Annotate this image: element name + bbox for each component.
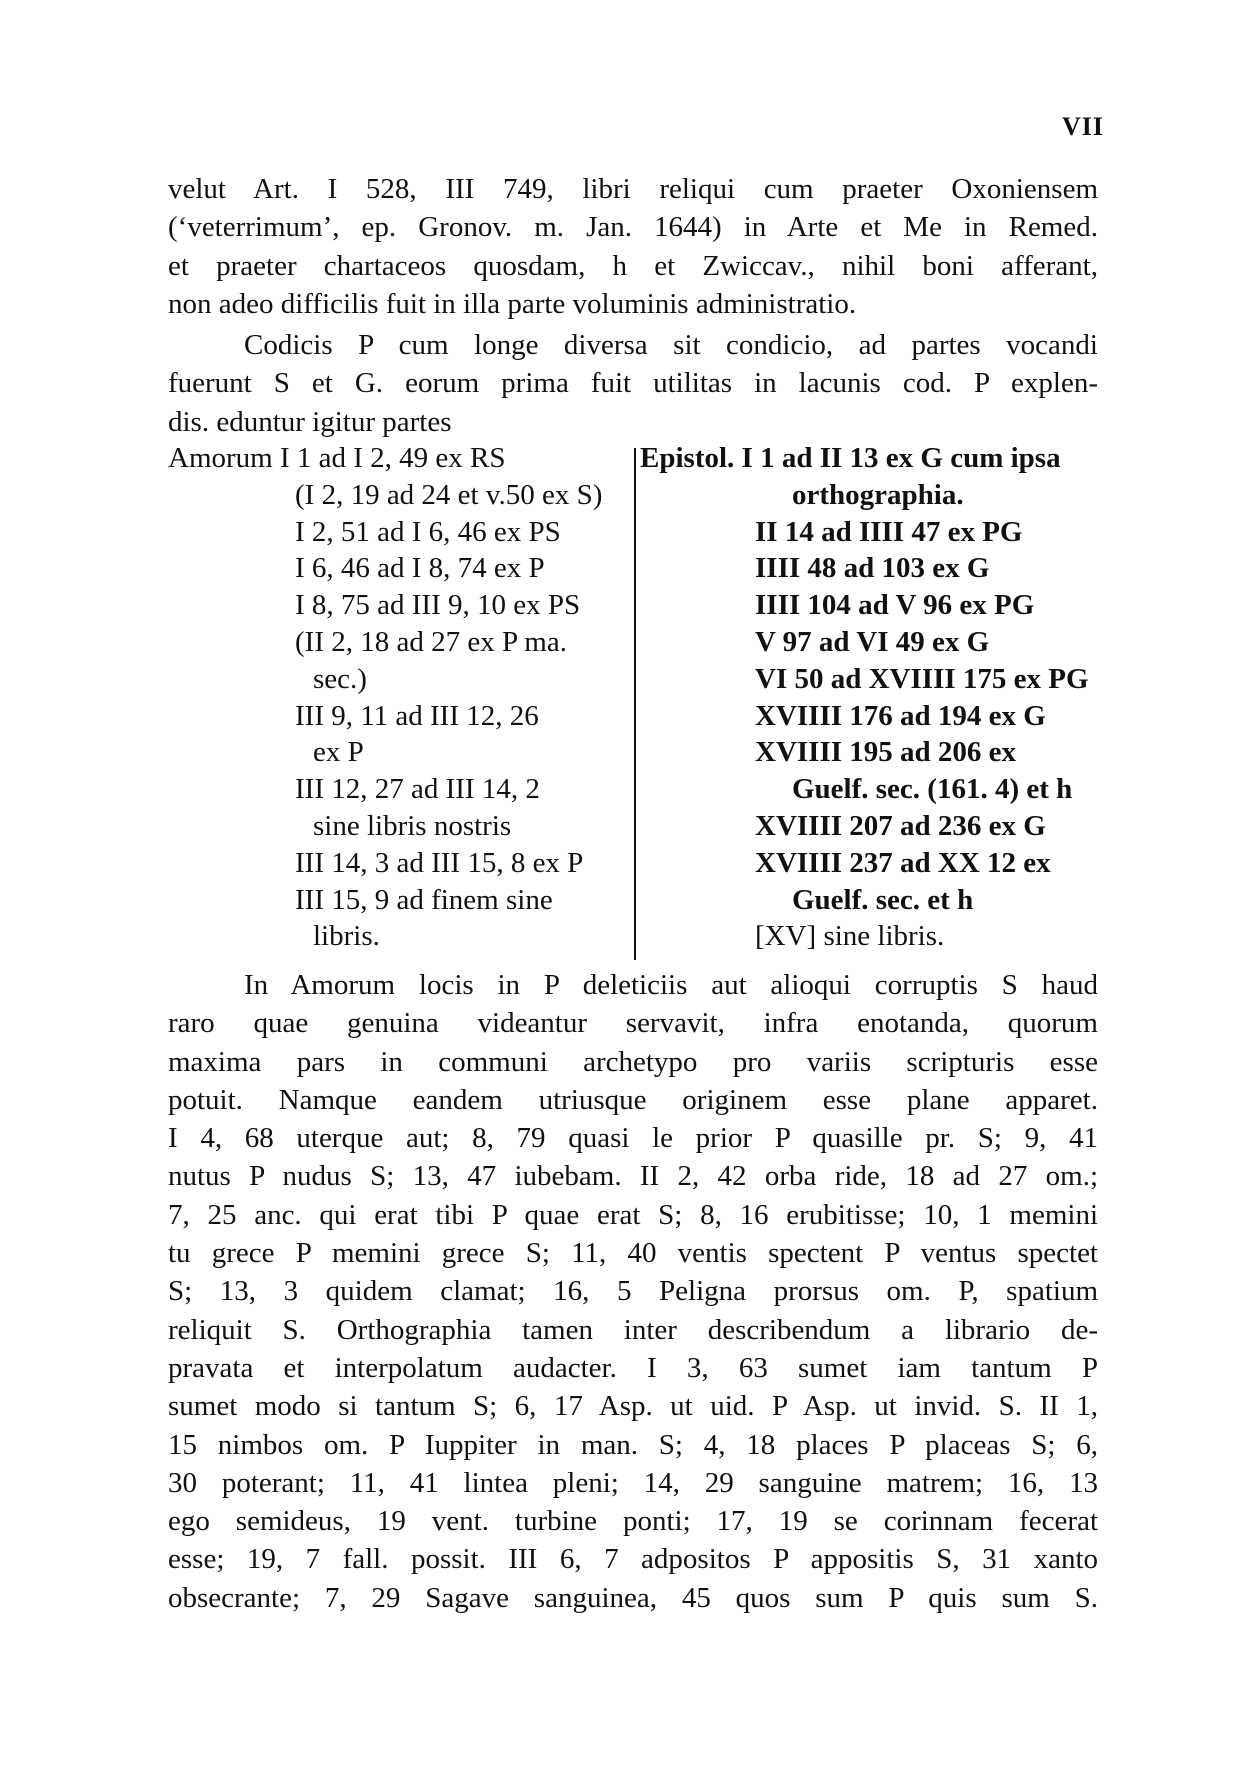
text-line: 7, 25 anc. qui erat tibi P quae erat S; 8, 16 erubitisse; 10, 1 memini xyxy=(168,1198,1098,1231)
amorum-sources-list xyxy=(168,440,628,955)
list-item: XVIIII 207 ad 236 ex G xyxy=(755,809,1046,842)
text-line: maxima pars in communi archetypo pro variis scripturis esse xyxy=(168,1045,1098,1078)
text-line: esse; 19, 7 fall. possit. III 6, 7 adpositos P appositis S, 31 xanto xyxy=(168,1543,1098,1576)
text-line: 15 nimbos om. P Iuppiter in man. S; 4, 18 places P placeas S; 6, xyxy=(168,1428,1098,1461)
column-divider xyxy=(634,448,636,960)
text-line: tu grece P memini grece S; 11, 40 ventis spectent P ventus spectet xyxy=(168,1237,1098,1270)
text-line: 30 poterant; 11, 41 lintea pleni; 14, 29 sanguine matrem; 16, 13 xyxy=(168,1466,1098,1499)
list-item: XVIIII 195 ad 206 ex xyxy=(755,736,1017,769)
list-item: III 12, 27 ad III 14, 2 xyxy=(295,773,540,806)
list-item: Guelf. sec. et h xyxy=(792,883,974,916)
amorum-paragraph xyxy=(168,966,1098,1617)
list-item: III 9, 11 ad III 12, 26 xyxy=(295,699,539,732)
text-line: non adeo difficilis fuit in illa parte voluminis administratio. xyxy=(168,287,857,320)
list-item: (I 2, 19 ad 24 et v.50 ex S) xyxy=(295,478,603,511)
list-item: IIII 48 ad 103 ex G xyxy=(755,552,990,585)
text-line: ego semideus, 19 vent. turbine ponti; 17, 19 se corinnam fecerat xyxy=(168,1505,1098,1538)
page-number: VII xyxy=(1062,112,1105,141)
list-item: IIII 104 ad V 96 ex PG xyxy=(755,589,1035,622)
list-item: III 14, 3 ad III 15, 8 ex P xyxy=(295,846,584,879)
text-line: raro quae genuina videantur servavit, infra enotanda, quorum xyxy=(168,1007,1098,1040)
text-line: sumet modo si tantum S; 6, 17 Asp. ut uid. P Asp. ut invid. S. II 1, xyxy=(168,1390,1098,1423)
epistolae-sources-list xyxy=(640,440,1100,955)
intro-paragraph xyxy=(168,170,1098,323)
text-line: dis. eduntur igitur partes xyxy=(168,405,452,438)
list-item: libris. xyxy=(313,920,380,953)
text-line: fuerunt S et G. eorum prima fuit utilitas in lacunis cod. P explen- xyxy=(168,367,1098,400)
text-line: In Amorum locis in P deleticiis aut alioqui corruptis S haud xyxy=(244,969,1098,1001)
list-item: [XV] sine libris. xyxy=(755,920,945,953)
list-item: orthographia. xyxy=(792,478,964,511)
text-line: reliquit S. Orthographia tamen inter describendum a librario de- xyxy=(168,1313,1098,1346)
text-line: pravata et interpolatum audacter. I 3, 63 sumet iam tantum P xyxy=(168,1351,1098,1384)
list-item: III 15, 9 ad finem sine xyxy=(295,883,553,916)
text-line: Codicis P cum longe diversa sit condicio, ad partes vocandi xyxy=(244,329,1098,361)
list-item: ex P xyxy=(313,736,364,769)
text-line: S; 13, 3 quidem clamat; 16, 5 Peligna prorsus om. P, spatium xyxy=(168,1275,1098,1308)
list-item: II 14 ad IIII 47 ex PG xyxy=(755,515,1023,548)
list-item: sec.) xyxy=(313,662,367,695)
list-item: sine libris nostris xyxy=(313,809,512,842)
list-item: I 6, 46 ad I 8, 74 ex P xyxy=(295,552,545,585)
list-item: V 97 ad VI 49 ex G xyxy=(755,625,990,658)
text-line: (‘veterrimum’, ep. Gronov. m. Jan. 1644) in Arte et Me in Remed. xyxy=(168,211,1098,244)
codicis-paragraph xyxy=(168,326,1098,441)
list-item: Epistol. I 1 ad II 13 ex G cum ipsa xyxy=(640,442,1061,474)
text-line: nutus P nudus S; 13, 47 iubebam. II 2, 42 orba ride, 18 ad 27 om.; xyxy=(168,1160,1098,1193)
list-item: (II 2, 18 ad 27 ex P ma. xyxy=(295,625,567,658)
list-item: Guelf. sec. (161. 4) et h xyxy=(792,773,1073,806)
text-line: I 4, 68 uterque aut; 8, 79 quasi le prior P quasille pr. S; 9, 41 xyxy=(168,1122,1098,1155)
text-line: potuit. Namque eandem utriusque originem esse plane apparet. xyxy=(168,1083,1098,1116)
list-item: Amorum I 1 ad I 2, 49 ex RS xyxy=(168,442,506,474)
list-item: VI 50 ad XVIIII 175 ex PG xyxy=(755,662,1089,695)
list-item: XVIIII 176 ad 194 ex G xyxy=(755,699,1046,732)
text-line: et praeter chartaceos quosdam, h et Zwiccav., nihil boni afferant, xyxy=(168,249,1098,282)
list-item: I 8, 75 ad III 9, 10 ex PS xyxy=(295,589,581,622)
list-item: I 2, 51 ad I 6, 46 ex PS xyxy=(295,515,561,548)
text-line: velut Art. I 528, III 749, libri reliqui cum praeter Oxoniensem xyxy=(168,173,1098,205)
text-line: obsecrante; 7, 29 Sagave sanguinea, 45 quos sum P quis sum S. xyxy=(168,1581,1098,1614)
list-item: XVIIII 237 ad XX 12 ex xyxy=(755,846,1051,879)
